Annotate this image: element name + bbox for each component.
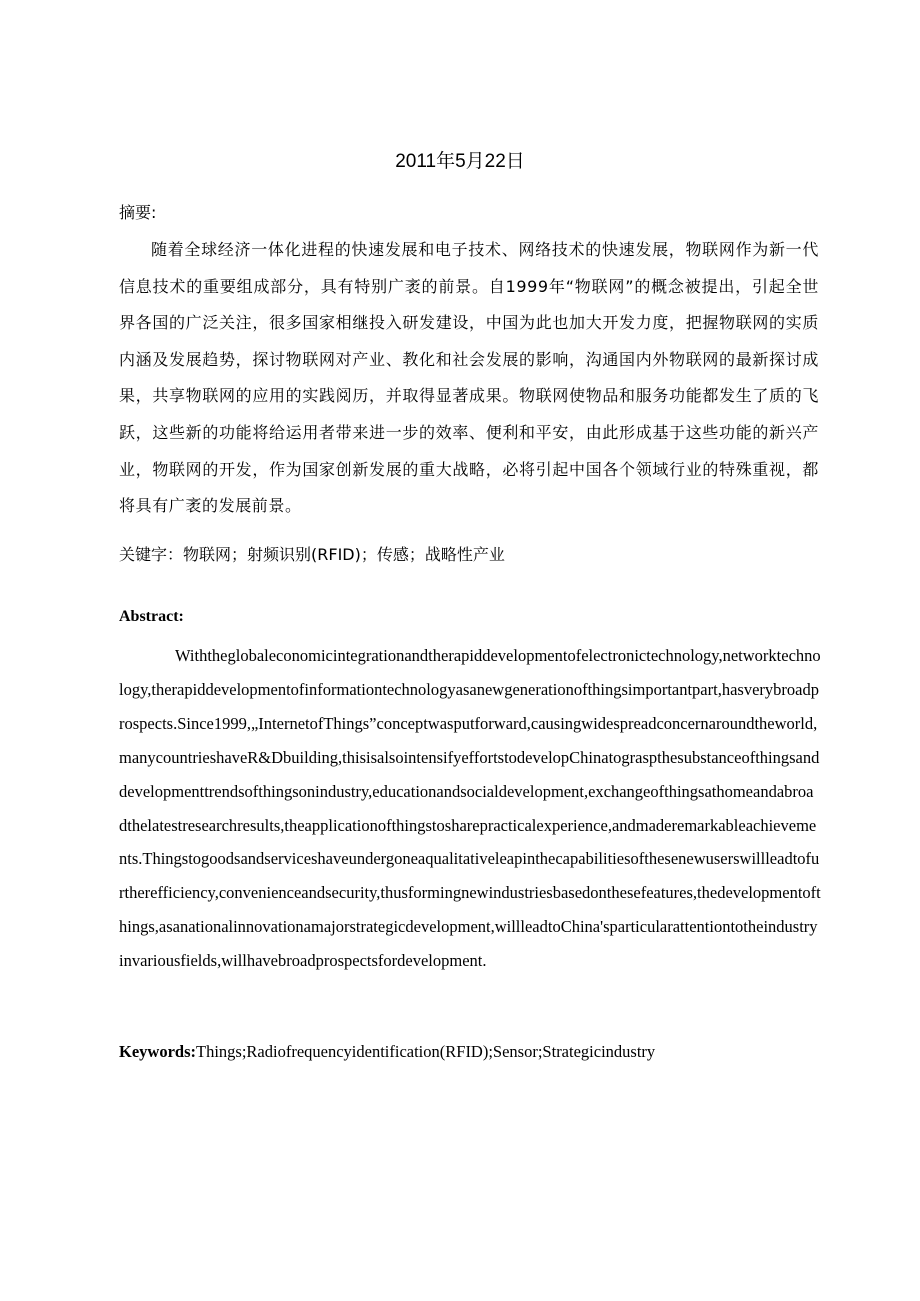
chinese-abstract-label: 摘要: bbox=[119, 203, 157, 222]
chinese-abstract-body: 随着全球经济一体化进程的快速发展和电子技术、网络技术的快速发展，物联网作为新一代信息技术的重要组成部分，具有特别广袤的前景。自1999年“物联网”的概念被提出，引起全世界各国的广泛关注，很多国家相继投入研发建设，中国为此也加大开发力度，把握物联网的实质内涵及发展趋势，探讨物联网对产业、教化和社会发展的影响，沟通国内外物联网的最新探讨成果，共享物联网的应用的实践阅历，并取得显著成果。物联网使物品和服务功能都发生了质的飞跃，这些新的功能将给运用者带来进一步的效率、便利和平安，由此形成基于这些功能的新兴产业，物联网的开发，作为国家创新发展的重大战略，必将引起中国各个领域行业的特殊重视，都将具有广袤的发展前景。 bbox=[119, 240, 819, 516]
english-keywords-label: Keywords: bbox=[119, 1042, 196, 1061]
english-abstract-body: Withtheglobaleconomicintegrationandtherapiddevelopmentofelectronictechnology,networktechnology,therapiddevelopmentofinformationtechnologyasanewgenerationofthingsimportantpart,hasverybroadprospects.Since1999,„InternetofThings”conceptwasputforward,causingwidespreadconcernaroundtheworld,manycountrieshaveR&Dbuilding,thisisalsointensifyeffortstodevelopChinatograspthesubstanceofthingsanddevelopmenttrendsofthingsonindustry,educationandsocialdevelopment,exchangeofthingsathomeandabroadthelatestresearchresults,theapplicationofthingstosharepracticalexperience,andmaderemarkableachievements.Thingstogoodsandserviceshaveundergoneaqualitativeleapinthecapabilitiesofthesenewuserswillleadtofurtherefficiency,convenienceandsecurity,thusformingnewindustriesbasedonthesefeatures,thedevelopmentofthings,asanationalinnovationamajorstrategicdevelopment,willleadtoChina'sparticularattentiontotheindustryinvariousfields,willhavebroadprospectsfordevelopment. bbox=[119, 646, 821, 971]
document-date: 2011年5月22日 bbox=[395, 151, 525, 172]
english-keywords-value: Things;Radiofrequencyidentification(RFID);Sensor;Strategicindustry bbox=[196, 1042, 656, 1061]
english-keywords bbox=[119, 1040, 819, 1064]
english-abstract-label: Abstract: bbox=[119, 608, 184, 625]
chinese-keywords: 关键字：物联网；射频识别(RFID)；传感；战略性产业 bbox=[119, 545, 505, 564]
